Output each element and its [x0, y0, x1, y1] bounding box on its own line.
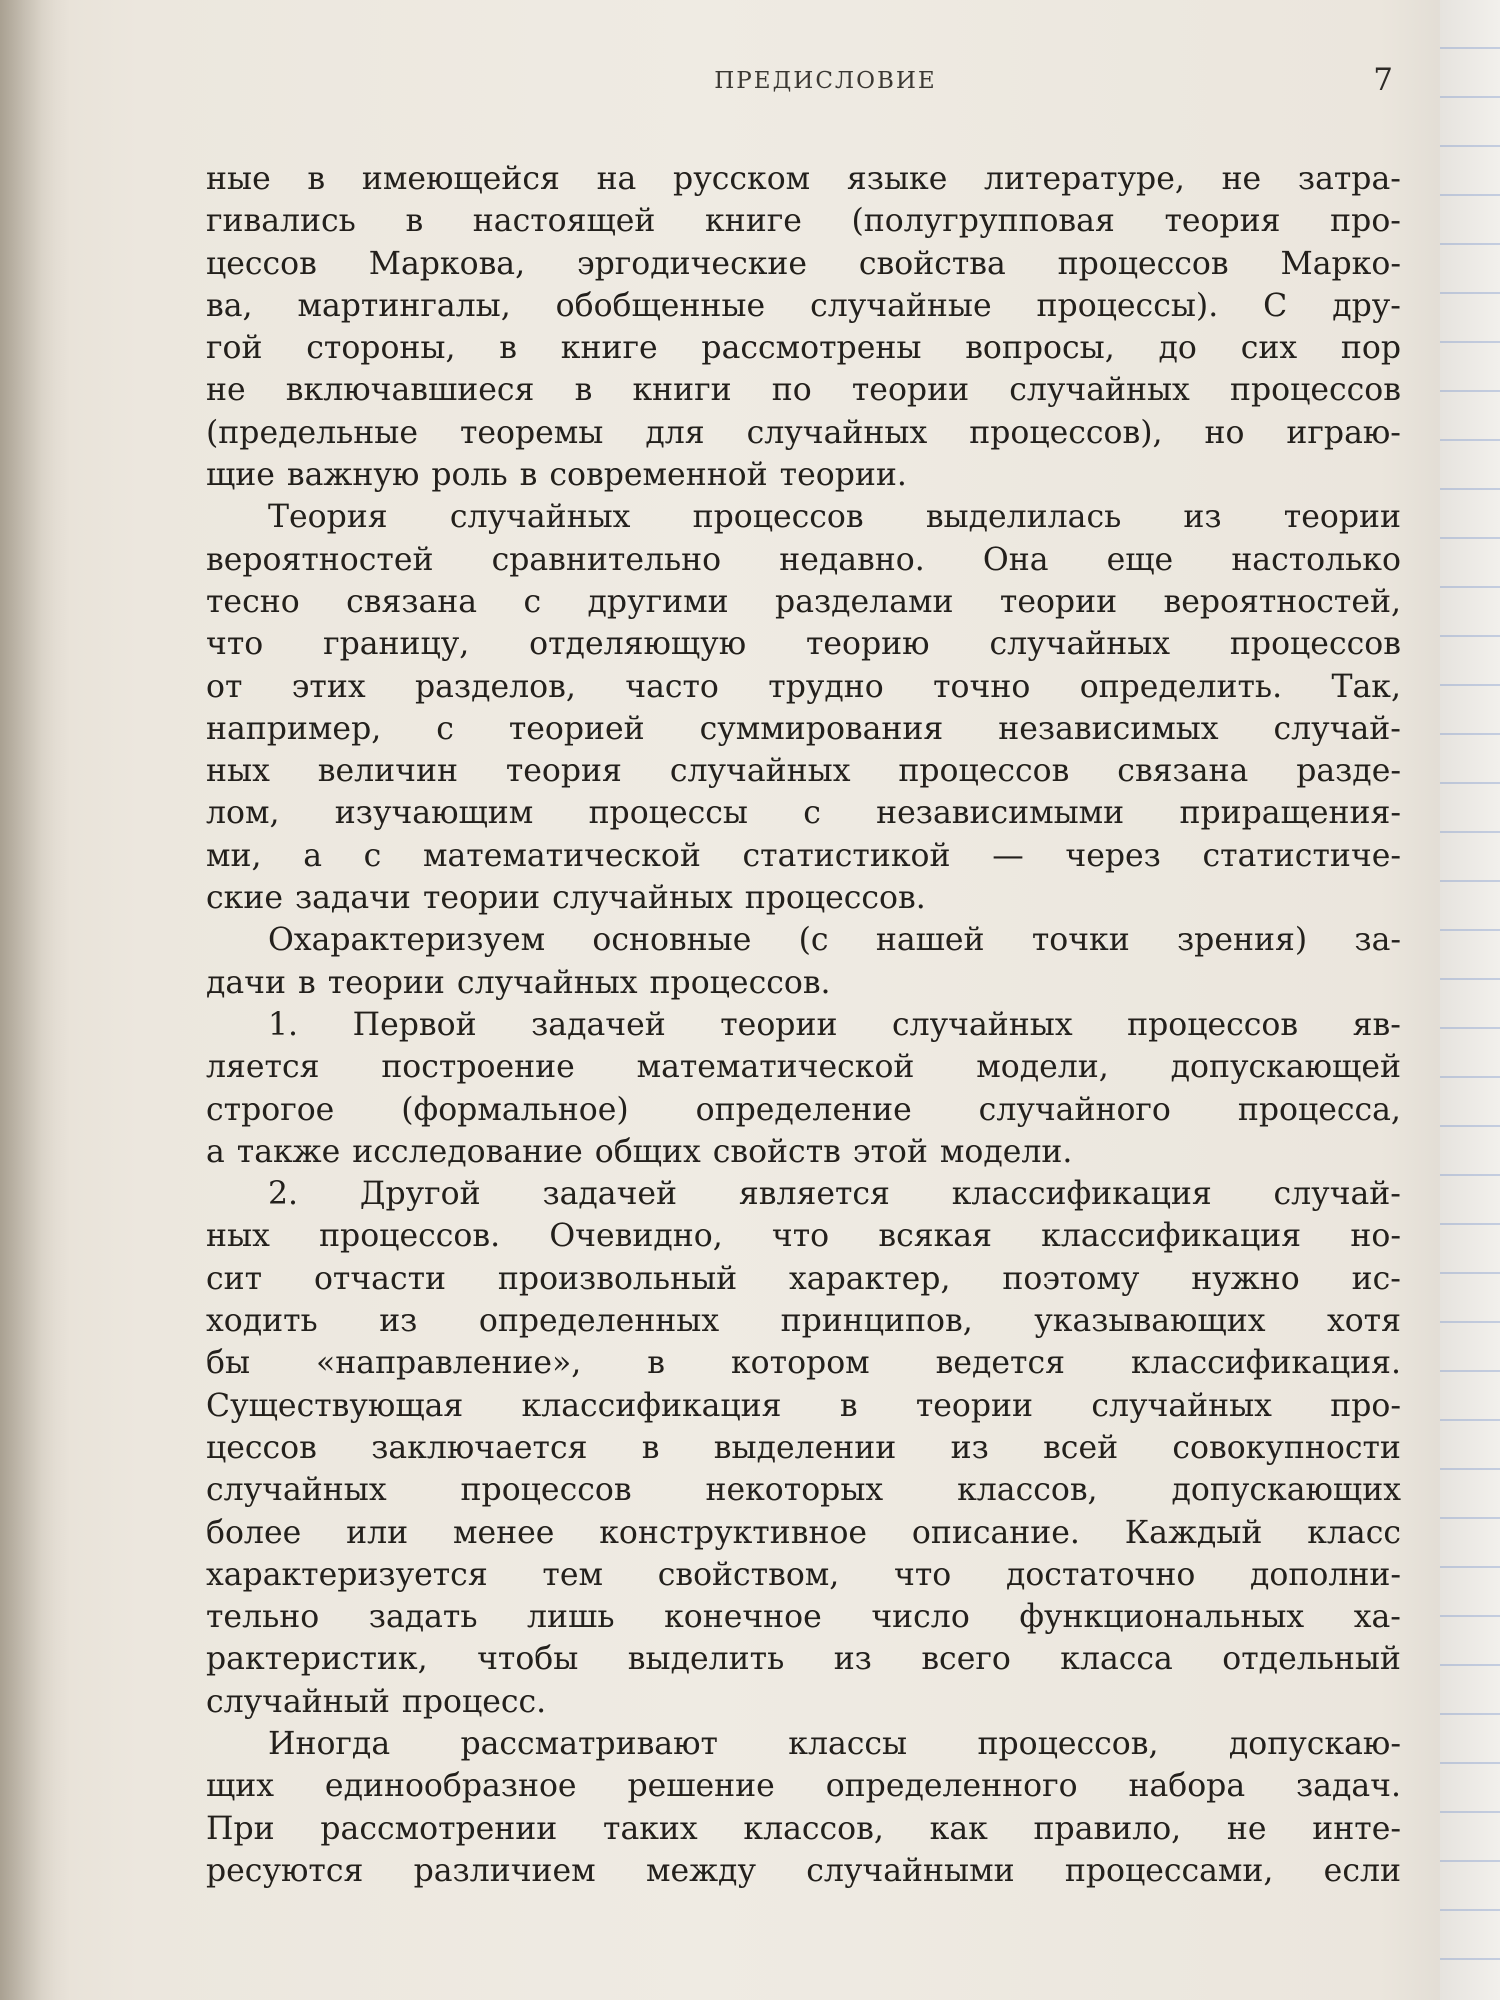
page-number: 7 — [1373, 62, 1393, 98]
text-line: ных процессов. Очевидно, что всякая классификация но- — [206, 1218, 1401, 1255]
text-line: сит отчасти произвольный характер, поэтому нужно ис- — [206, 1260, 1401, 1297]
text-line: например, с теорией суммирования независимых случай- — [206, 710, 1401, 747]
book-page — [58, 0, 1430, 2000]
body-text — [206, 158, 1401, 1892]
text-line: щих единообразное решение определенного набора задач. — [206, 1768, 1401, 1805]
text-line: рактеристик, чтобы выделить из всего класса отдельный — [206, 1641, 1401, 1678]
text-line: цессов заключается в выделении из всей совокупности — [206, 1429, 1401, 1466]
text-line: Иногда рассматривают классы процессов, допускаю- — [268, 1725, 1401, 1762]
text-line: что границу, отделяющую теорию случайных процессов — [206, 626, 1401, 663]
text-line: (предельные теоремы для случайных процессов), но играю- — [206, 414, 1401, 451]
text-line: гой стороны, в книге рассмотрены вопросы, до сих пор — [206, 330, 1401, 367]
text-line: Охарактеризуем основные (с нашей точки зрения) за- — [268, 922, 1401, 959]
text-line: случайных процессов некоторых классов, допускающих — [206, 1472, 1401, 1509]
running-title: ПРЕДИСЛОВИЕ — [714, 68, 937, 94]
text-line: бы «направление», в котором ведется классификация. — [206, 1345, 1401, 1382]
text-line: Теория случайных процессов выделилась из теории — [268, 499, 1401, 536]
paragraph — [206, 1723, 1401, 1892]
notebook-background — [1440, 0, 1500, 2000]
text-line: тельно задать лишь конечное число функциональных ха- — [206, 1599, 1401, 1636]
text-line: более или менее конструктивное описание. Каждый класс — [206, 1514, 1401, 1551]
text-line: дачи в теории случайных процессов. — [206, 964, 831, 1001]
paragraph — [206, 1173, 1401, 1723]
text-line: 1. Первой задачей теории случайных процессов яв- — [268, 1006, 1401, 1043]
text-line: тесно связана с другими разделами теории вероятностей, — [206, 583, 1401, 620]
text-line: ресуются различием между случайными процессами, если — [206, 1852, 1401, 1889]
spine-shadow — [0, 0, 70, 2000]
text-line: случайный процесс. — [206, 1683, 547, 1720]
text-line: гивались в настоящей книге (полугрупповая теория про- — [206, 203, 1401, 240]
text-line: вероятностей сравнительно недавно. Она еще настолько — [206, 541, 1401, 578]
text-line: ные в имеющейся на русском языке литературе, не затра- — [206, 161, 1401, 197]
text-line: а также исследование общих свойств этой модели. — [206, 1133, 1073, 1170]
paragraph — [206, 1004, 1401, 1173]
text-line: характеризуется тем свойством, что достаточно дополни- — [206, 1556, 1401, 1593]
text-line: от этих разделов, часто трудно точно определить. Так, — [206, 668, 1401, 705]
text-line: строгое (формальное) определение случайного процесса, — [206, 1091, 1401, 1128]
text-line: не включавшиеся в книги по теории случайных процессов — [206, 372, 1401, 409]
running-head — [258, 62, 1393, 102]
text-line: Существующая классификация в теории случайных про- — [206, 1387, 1401, 1424]
text-line: цессов Маркова, эргодические свойства процессов Марко- — [206, 245, 1401, 282]
text-line: ские задачи теории случайных процессов. — [206, 880, 926, 917]
text-line: ходить из определенных принципов, указывающих хотя — [206, 1303, 1401, 1340]
text-line: ми, а с математической статистикой — через статистиче- — [206, 837, 1401, 874]
text-line: ных величин теория случайных процессов связана разде- — [206, 753, 1401, 790]
text-line: лом, изучающим процессы с независимыми приращения- — [206, 795, 1401, 832]
text-line: При рассмотрении таких классов, как правило, не инте- — [206, 1810, 1401, 1847]
text-line: 2. Другой задачей является классификация случай- — [268, 1176, 1401, 1213]
text-line: ляется построение математической модели, допускающей — [206, 1049, 1401, 1086]
text-line: ва, мартингалы, обобщенные случайные процессы). С дру- — [206, 287, 1401, 324]
paragraph — [206, 919, 1401, 1004]
paragraph — [206, 158, 1401, 496]
paragraph — [206, 496, 1401, 919]
text-line: щие важную роль в современной теории. — [206, 457, 907, 494]
